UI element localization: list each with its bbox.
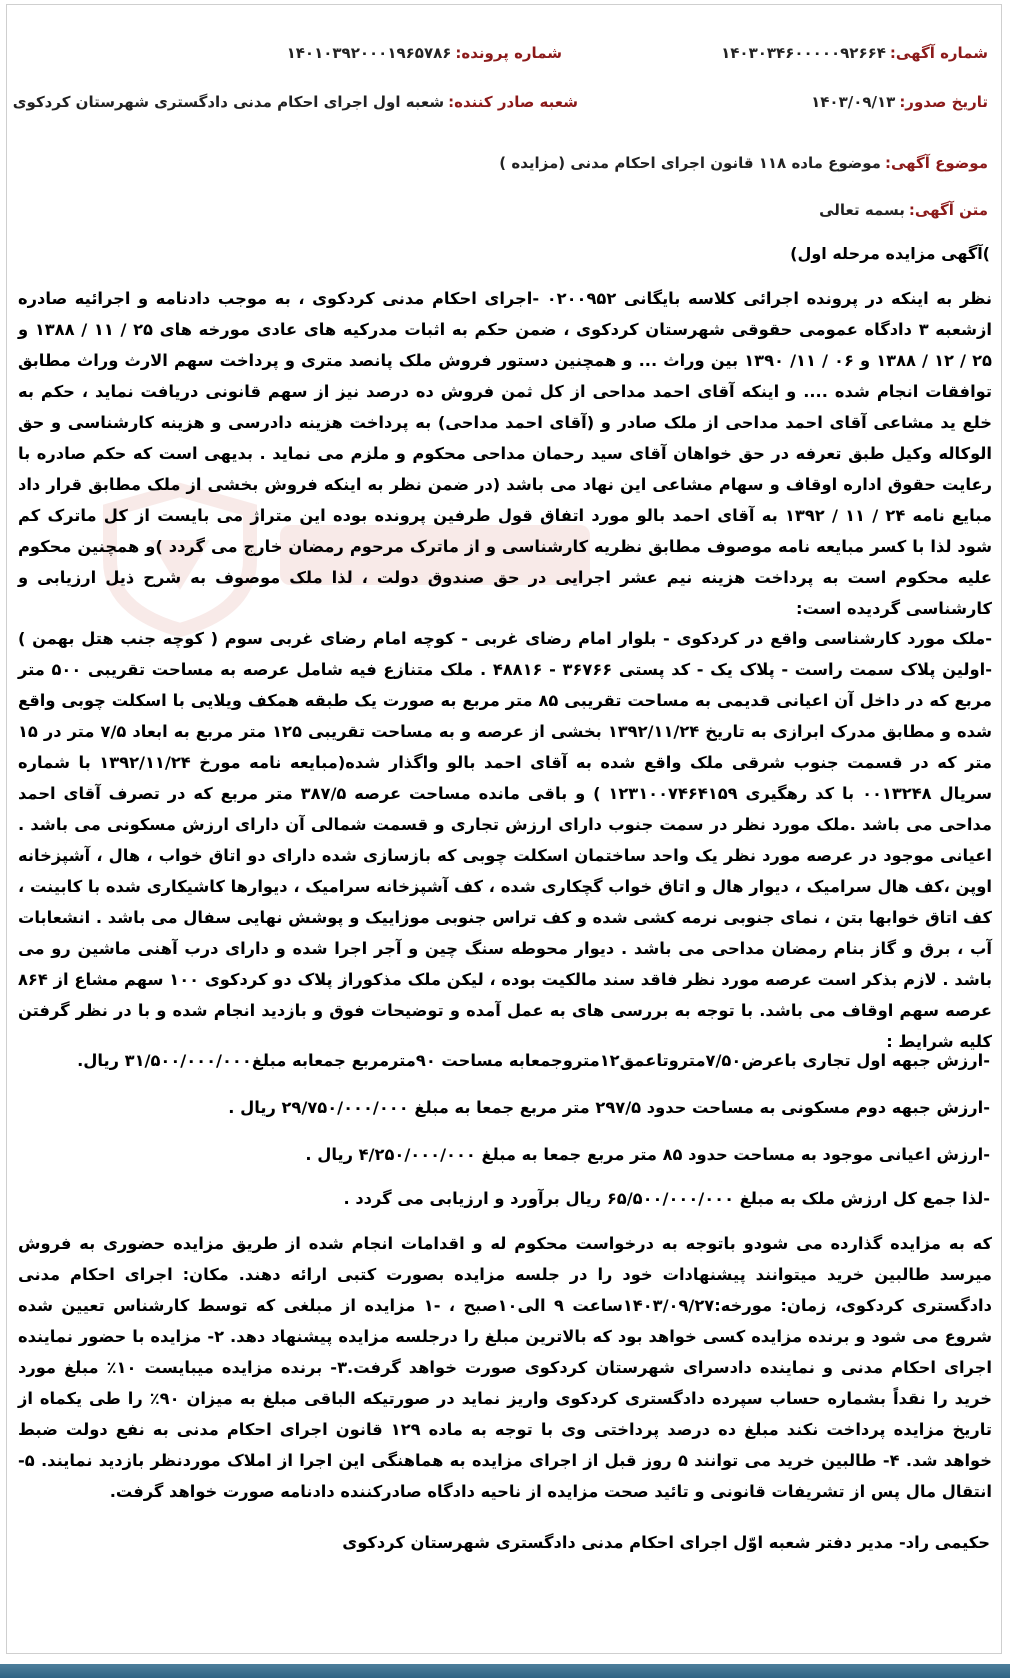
issue-date-label: تاریخ صدور: [899, 93, 988, 111]
notice-number-value: ۱۴۰۳۰۳۴۶۰۰۰۰۰۹۲۶۶۴ [721, 44, 886, 62]
paragraph-case: نظر به اینکه در پرونده اجرائی کلاسه بایگانی ۰۲۰۰۹۵۲ -اجرای احکام مدنی کردکوی ، به موجب دادنامه و اجرائیه صادره ازشعبه ۳ دادگاه عمومی حقوقی شهرستان کردکوی ، ضمن حکم به اثبات مدرکیه های عادی مورخه های ۲۵ / ۱۱ / ۱۳۸۸ و ۲۵ / ۱۲ / ۱۳۸۸ و ۰۶ / ۱۱/ ۱۳۹۰ بین وراث ... و همچنین دستور فروش ملک پانصد متری و پرداخت سهم الارث وراث مطابق توافقات انجام شده .... و اینکه آقای احمد مداحی از کل ثمن فروش ده درصد نیز از سهم قانونی دریافت نماید ، حکم به خلع ید مشاعی آقای احمد مداحی از ملک صادر و (آقای احمد مداحی) به پرداخت هزینه دادرسی و هزینه کارشناسی و حق الوکاله وکیل طبق تعرفه در حق خواهان آقای سید رحمان مداحی محکوم و ملزم می نماید . بدیهی است که حکم صادره با رعایت حقوق اداره اوقاف و سهام مشاعی این نهاد می باشد (در ضمن نظر به اینکه فروش بخشی از ملک مطابق قرار داد مبایع نامه ۲۴ / ۱۱ / ۱۳۹۲ به آقای احمد بالو مورد اتفاق قول طرفین پرونده بوده این متراژ می بایست از کل ماترک کم شود لذا با کسر مبایعه نامه موصوف مطابق نظریه کارشناسی و از ماترک مرحوم رمضان خارج می گردد )و همچنین محکوم علیه محکوم است به پرداخت هزینه نیم عشر اجرایی در حق صندوق دولت ، لذا ملک موصوف به شرح ذیل ارزیابی و کارشناسی گردیده است: [18, 289, 992, 618]
issue-date-value: ۱۴۰۳/۰۹/۱۳ [811, 93, 896, 111]
paragraph-property: -ملک مورد کارشناسی واقع در کردکوی - بلوار امام رضای غربی - کوچه امام رضای غربی سوم ( کوچه جنب هتل بهمن ) -اولین پلاک سمت راست - پلاک یک - کد پستی ۳۶۷۶۶ - ۴۸۸۱۶ . ملک متنازع فیه شامل عرصه به مساحت تقریبی ۵۰۰ متر مربع که در داخل آن اعیانی قدیمی به مساحت تقریبی ۸۵ متر مربع به صورت یک طبقه همکف ویلایی با اسکلت چوبی واقع شده و مطابق مدرک ابرازی به تاریخ ۱۳۹۲/۱۱/۲۴ بخشی از عرصه و به مساحت تقریبی ۱۲۵ متر مربع به ابعاد ۷/۵ متر در ۱۵ متر که در قسمت جنوب شرقی ملک واقع شده به آقای احمد بالو واگذار شده(مبایعه نامه مورخ ۱۳۹۲/۱۱/۲۴ با شماره سریال ۰۰۱۳۲۴۸ با کد رهگیری ۱۲۳۱۰۰۷۴۶۴۱۵۹ ) و باقی مانده مساحت عرصه ۳۸۷/۵ متر مربع که در تصرف آقای احمد مداحی می باشد .ملک مورد نظر در سمت جنوب دارای ارزش تجاری و قسمت شمالی آن دارای ارزش مسکونی می باشد . اعیانی موجود در عرصه مورد نظر یک واحد ساختمان اسکلت چوبی که بازسازی شده دارای دو اتاق خواب ، هال ، آشپزخانه اوپن ،کف هال سرامیک ، دیوار هال و اتاق خواب گچکاری شده ، کف آشپزخانه سرامیک ، دیوارها کاشیکاری شده با کابینت ، کف اتاق خوابها بتن ، نمای جنوبی نرمه کشی شده و کف تراس جنوبی موزاییک و پوشش نهایی سفال می باشد . انشعابات آب ، برق و گاز بنام رمضان مداحی می باشد . دیوار محوطه سنگ چین و آجر اجرا شده و دارای درب آهنی ماشین رو می باشد . لازم بذکر است عرصه مورد نظر فاقد سند مالکیت بوده ، لیکن ملک مذکوراز پلاک دو کردکوی ۱۰۰ سهم مشاع از ۸۶۴ عرصه سهم اوقاف می باشد. با توجه به بررسی های به عمل آمده و توضیحات فوق و بازدید انجام شده و با در نظر گرفتن کلیه شرایط : [18, 629, 993, 1051]
issue-date [811, 93, 988, 111]
condition-total: -لذا جمع کل ارزش ملک به مبلغ ۶۵/۵۰۰/۰۰۰/۰۰۰ ریال برآورد و ارزیابی می گردد . [343, 1189, 990, 1208]
auction-heading: )آگهی مزایده مرحله اول) [790, 244, 990, 263]
condition-commercial: -ارزش جبهه اول تجاری باعرض۷/۵۰متروتاعمق۱۲متروجمعابه مساحت ۹۰مترمربع جمعابه مبلغ۳۱/۵۰۰/۰۰۰/۰۰۰ ریال. [77, 1051, 990, 1070]
issuer [13, 93, 578, 111]
condition-residential: -ارزش جبهه دوم مسکونی به مساحت حدود ۲۹۷/۵ متر مربع جمعا به مبلغ ۲۹/۷۵۰/۰۰۰/۰۰۰ ریال . [228, 1098, 990, 1117]
bottom-bar [0, 1664, 1010, 1678]
paragraph-terms: که به مزایده گذارده می شودو باتوجه به درخواست محکوم له و اقدامات انجام شده از طریق مزایده حضوری به فروش میرسد طالبین خرید میتوانند پیشنهادات خود را در جلسه مزایده بصورت کتبی ارائه دهند. مکان: اجرای احکام مدنی دادگستری کردکوی، زمان: مورخه:۱۴۰۳/۰۹/۲۷ساعت ۹ الی۱۰صبح ، -۱ مزایده از مبلغی که توسط کارشناس تعیین شده شروع می شود و برنده مزایده کسی خواهد بود که بالاترین مبلغ را درجلسه مزایده پیشنهاد دهد. ۲- مزایده با حضور نماینده اجرای احکام مدنی و نماینده دادسرای شهرستان کردکوی صورت خواهد گرفت.۳- برنده مزایده میبایست ۱۰٪ مبلغ مورد خرید را نقداً بشماره حساب سپرده دادگستری کردکوی واریز نماید در صورتیکه الباقی مبلغ به میزان ۹۰٪ را طی یکماه از تاریخ مزایده پرداخت نکند مبلغ ده درصد پرداختی وی با توجه به ماده ۱۲۹ قانون اجرای احکام مدنی به نفع دولت ضبط خواهد شد. ۴- طالبین خرید می توانند ۵ روز قبل از اجرای مزایده به هماهنگی این اجرا از املاک موردنظر بازدید نمایند. ۵-انتقال مال پس از تشریفات قانونی و تائید صحت مزایده از ناحیه دادگاه صادرکننده دادنامه صورت خواهد گرفت. [18, 1234, 993, 1501]
body-value: بسمه تعالی [819, 201, 905, 219]
case-number-value: ۱۴۰۱۰۳۹۲۰۰۰۱۹۶۵۷۸۶ [286, 44, 452, 62]
body-title [819, 201, 988, 219]
subject-label: موضوع آگهی: [884, 154, 988, 172]
case-number [287, 44, 562, 62]
notice-number [721, 44, 988, 62]
case-number-label: شماره پرونده: [455, 44, 562, 62]
subject [499, 154, 988, 172]
notice-number-label: شماره آگهی: [889, 44, 988, 62]
condition-building: -ارزش اعیانی موجود به مساحت حدود ۸۵ متر مربع جمعا به مبلغ ۴/۲۵۰/۰۰۰/۰۰۰ ریال . [305, 1145, 990, 1164]
issuer-label: شعبه صادر کننده: [448, 93, 578, 111]
body-label: متن آگهی: [908, 201, 988, 219]
subject-value: موضوع ماده ۱۱۸ قانون اجرای احکام مدنی (مزایده ) [499, 154, 881, 172]
signature: حکیمی راد- مدیر دفتر شعبه اوّل اجرای احکام مدنی دادگستری شهرستان کردکوی [342, 1533, 990, 1552]
issuer-value: شعبه اول اجرای احکام مدنی دادگستری شهرستان کردکوی [12, 93, 445, 111]
